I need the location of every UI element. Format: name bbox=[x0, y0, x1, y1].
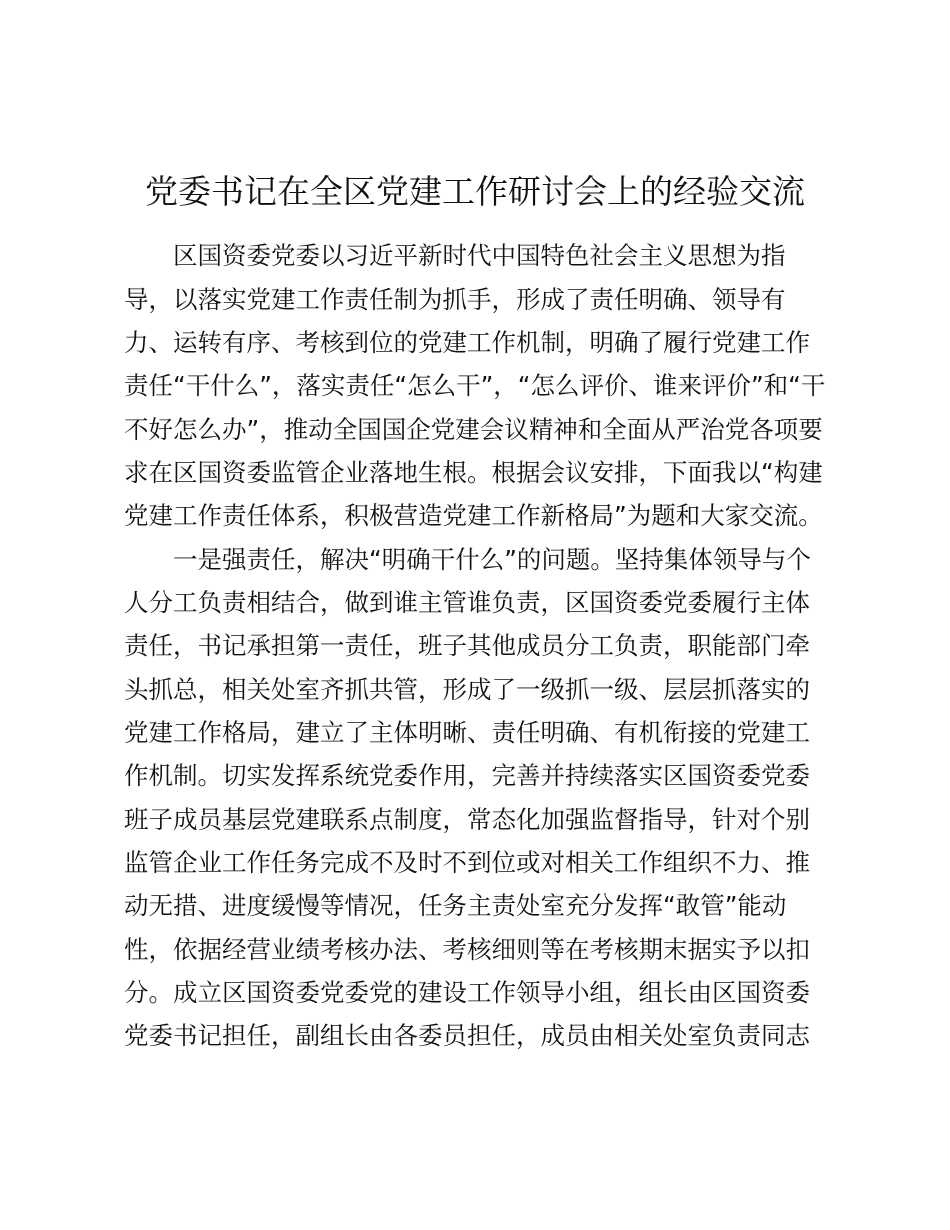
body-line: 作机制。切实发挥系统党委作用，完善并持续落实区国资委党委 bbox=[124, 761, 810, 790]
body-line: 责任“干什么”，落实责任“怎么干”，“怎么评价、谁来评价”和“干 bbox=[124, 371, 826, 400]
body-line: 班子成员基层党建联系点制度，常态化加强监督指导，针对个别 bbox=[124, 805, 810, 834]
body-line: 求在区国资委监管企业落地生根。根据会议安排，下面我以“构建 bbox=[124, 458, 823, 487]
body-line: 党建工作责任体系，积极营造党建工作新格局”为题和大家交流。 bbox=[124, 501, 823, 530]
body-line: 不好怎么办”，推动全国国企党建会议精神和全面从严治党各项要 bbox=[124, 415, 823, 444]
body-line: 党建工作格局，建立了主体明晰、责任明确、有机衔接的党建工 bbox=[124, 718, 810, 747]
body-line: 导，以落实党建工作责任制为抓手，形成了责任明确、领导有 bbox=[124, 285, 786, 314]
body-line: 性，依据经营业绩考核办法、考核细则等在考核期末据实予以扣 bbox=[124, 935, 810, 964]
body-line: 责任，书记承担第一责任，班子其他成员分工负责，职能部门牵 bbox=[124, 631, 810, 660]
body-line: 分。成立区国资委党委党的建设工作领导小组，组长由区国资委 bbox=[124, 978, 810, 1007]
body-line: 力、运转有序、考核到位的党建工作机制，明确了履行党建工作 bbox=[124, 328, 810, 357]
body-line: 头抓总，相关处室齐抓共管，形成了一级抓一级、层层抓落实的 bbox=[124, 675, 810, 704]
body-line: 人分工负责相结合，做到谁主管谁负责，区国资委党委履行主体 bbox=[124, 588, 810, 617]
body-line: 动无措、进度缓慢等情况，任务主责处室充分发挥“敢管”能动 bbox=[124, 891, 787, 920]
body-line: 党委书记担任，副组长由各委员担任，成员由相关处室负责同志 bbox=[124, 1021, 810, 1050]
body-line: 监管企业工作任务完成不及时不到位或对相关工作组织不力、推 bbox=[124, 848, 810, 877]
document-title: 党委书记在全区党建工作研讨会上的经验交流 bbox=[145, 172, 805, 211]
body-line: 区国资委党委以习近平新时代中国特色社会主义思想为指 bbox=[124, 241, 786, 270]
body-line: 一是强责任，解决“明确干什么”的问题。坚持集体领导与个 bbox=[124, 545, 811, 574]
